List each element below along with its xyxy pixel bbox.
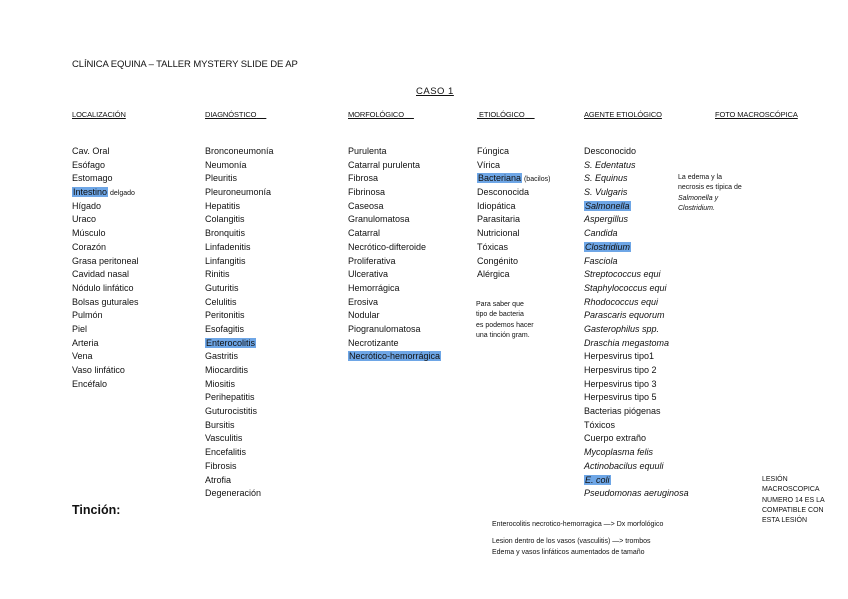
note-line: ESTA LESIÓN — [762, 517, 807, 525]
note-line: una tinción gram. — [476, 331, 530, 339]
morfologico-column — [348, 145, 441, 364]
note-line: es podemos hacer — [476, 321, 534, 329]
localizacion-item: Piel — [72, 323, 88, 334]
localizacion-item: Pulmón — [72, 310, 103, 321]
agente-column — [584, 145, 689, 501]
localizacion-item: Vaso linfático — [72, 365, 125, 375]
diagnostico-item: Vasculitis — [205, 433, 243, 444]
morfologico-item: Hemorrágica — [348, 282, 400, 293]
etiologico-item: Fúngica — [477, 146, 510, 156]
diagnostico-item: Pleuroneumonía — [205, 187, 272, 198]
morfologico-item: Fibrinosa — [348, 187, 386, 198]
agente-item: Streptococcus equi — [584, 269, 661, 280]
highlighted-term: Necrótico-hemorrágica — [349, 351, 441, 362]
header-foto: FOTO MACROSCÓPICA — [715, 110, 798, 119]
morfologico-item: Ulcerativa — [348, 269, 389, 280]
localizacion-item: Músculo — [72, 228, 106, 239]
localizacion-item: Cav. Oral — [72, 146, 110, 156]
etiologico-item: Congénito — [477, 255, 519, 266]
diagnostico-item: Rinitis — [205, 269, 230, 280]
localizacion-item: Esófago — [72, 159, 106, 170]
morfologico-item: Necrotizante — [348, 337, 399, 348]
morfologico-item: Catarral purulenta — [348, 159, 421, 170]
agente-item: Herpesvirus tipo 3 — [584, 378, 657, 389]
header-localizacion: LOCALIZACIÓN — [72, 110, 126, 119]
note-line: Para saber que — [476, 301, 524, 308]
diagnostico-item: Hepatitis — [205, 200, 241, 211]
agente-item: Bacterias piógenas — [584, 406, 661, 417]
lesion-note — [762, 475, 825, 526]
localizacion-item: Hígado — [72, 200, 102, 211]
agente-item: Draschia megastoma — [584, 337, 670, 348]
morfologico-item: Proliferativa — [348, 255, 396, 266]
diagnostico-item-enterocolitis — [205, 337, 274, 351]
header-morfologico: MORFOLÓGICO — [348, 110, 404, 119]
etiologico-item: Tóxicas — [477, 241, 509, 252]
localizacion-item: Arteria — [72, 337, 99, 348]
diagnostico-item: Pleuritis — [205, 173, 238, 184]
agente-item: Tóxicos — [584, 419, 616, 430]
localizacion-item: Corazón — [72, 241, 107, 252]
highlighted-term: E. coli — [585, 474, 610, 485]
agente-item: Pseudomonas aeruginosa — [584, 488, 689, 499]
morfologico-item-necrotico-hemorragica — [348, 350, 441, 364]
diagnostico-item: Miositis — [205, 378, 236, 389]
agente-item: Gasterophilus spp. — [584, 323, 660, 334]
morfologico-item: Fibrosa — [348, 173, 379, 184]
localizacion-item: Estomago — [72, 173, 113, 184]
agente-item: Cuerpo extraño — [584, 433, 647, 444]
etiologico-item: Alérgica — [477, 269, 510, 280]
etiologico-item-bacteriana — [477, 172, 550, 186]
agente-item: Actinobacilus equuli — [584, 460, 664, 471]
note-line: COMPATIBLE CON — [762, 506, 824, 514]
morfologico-item: Erosiva — [348, 296, 379, 307]
bottom-note-vasculitis: Lesion dentro de los vasos (vasculitis) —> trombos — [492, 538, 651, 545]
agente-item: Aspergillus — [584, 214, 629, 225]
etiologico-item: Vírica — [477, 159, 501, 170]
header-agente: AGENTE ETIOLÓGICO — [584, 110, 662, 119]
highlighted-term: Bacteriana — [478, 173, 522, 184]
agente-item: S. Equinus — [584, 173, 628, 184]
document-title: CLÍNICA EQUINA – TALLER MYSTERY SLIDE DE AP — [72, 59, 298, 70]
intestino-suffix: delgado — [108, 190, 135, 198]
localizacion-item: Cavidad nasal — [72, 269, 130, 280]
morfologico-item: Caseosa — [348, 200, 384, 211]
note-line: Clostridium. — [678, 204, 715, 212]
highlighted-term: Salmonella — [585, 200, 630, 211]
diagnostico-item: Peritonitis — [205, 310, 245, 321]
tincion-label: Tinción: — [72, 503, 121, 517]
agente-item: Staphylococcus equi — [584, 282, 667, 293]
foto-note — [678, 173, 742, 214]
diagnostico-item: Neumonía — [205, 159, 247, 170]
agente-item-clostridium — [584, 241, 689, 255]
localizacion-item: Encéfalo — [72, 378, 108, 389]
localizacion-item-intestino — [72, 186, 139, 200]
localizacion-item: Grasa peritoneal — [72, 255, 139, 266]
agente-item-salmonella — [584, 200, 689, 214]
etiologico-item: Nutricional — [477, 228, 520, 239]
localizacion-item: Nódulo linfático — [72, 282, 134, 293]
diagnostico-item: Degeneración — [205, 488, 262, 499]
note-line: MACROSCOPICA — [762, 486, 820, 494]
highlighted-term: Enterocolitis — [206, 337, 256, 348]
agente-item: Herpesvirus tipo 5 — [584, 392, 657, 403]
diagnostico-item: Guturitis — [205, 282, 239, 293]
agente-item: Rhodococcus equi — [584, 296, 659, 307]
diagnostico-item: Celulitis — [205, 296, 237, 307]
note-line: La edema y la — [678, 174, 722, 181]
note-line: LESIÓN — [762, 476, 788, 483]
morfologico-item: Granulomatosa — [348, 214, 410, 225]
morfologico-item: Piogranulomatosa — [348, 323, 421, 334]
diagnostico-item: Perihepatitis — [205, 392, 255, 403]
diagnostico-item: Bronconeumonía — [205, 146, 274, 156]
agente-item-ecoli — [584, 474, 689, 488]
bottom-note-edema: Edema y vasos linfáticos aumentados de tamaño — [492, 549, 645, 556]
bottom-note-dx: Enterocolitis necrotico-hemorragica —> Dx morfológico — [492, 521, 664, 528]
diagnostico-item: Miocarditis — [205, 365, 249, 375]
etiologico-item: Desconocida — [477, 187, 530, 198]
etiologico-column — [477, 145, 550, 282]
agente-item: S. Edentatus — [584, 159, 636, 170]
etiologico-item: Idiopática — [477, 200, 516, 211]
highlighted-term: Intestino — [73, 187, 108, 198]
note-line: Salmonella y — [678, 194, 719, 202]
gram-note — [476, 300, 534, 341]
morfologico-item: Catarral — [348, 228, 381, 239]
agente-item: Parascaris equorum — [584, 310, 665, 321]
diagnostico-item: Bursitis — [205, 419, 235, 430]
diagnostico-item: Guturocistitis — [205, 406, 258, 417]
case-title: CASO 1 — [416, 86, 454, 97]
localizacion-item: Bolsas guturales — [72, 296, 139, 307]
localizacion-item: Uraco — [72, 214, 97, 225]
diagnostico-item: Bronquitis — [205, 228, 246, 239]
localizacion-column — [72, 145, 139, 391]
agente-item: Mycoplasma felis — [584, 447, 654, 458]
diagnostico-column — [205, 145, 274, 501]
diagnostico-item: Fibrosis — [205, 460, 237, 471]
diagnostico-item: Linfadenitis — [205, 241, 251, 252]
agente-item: Desconocido — [584, 146, 637, 156]
diagnostico-item: Gastritis — [205, 351, 239, 362]
diagnostico-item: Encefalitis — [205, 447, 247, 458]
agente-item: Herpesvirus tipo1 — [584, 351, 655, 362]
bacteriana-suffix: (bacilos) — [522, 176, 551, 184]
morfologico-item: Nodular — [348, 310, 380, 321]
agente-item: S. Vulgaris — [584, 187, 628, 198]
localizacion-item: Vena — [72, 351, 93, 362]
agente-item: Herpesvirus tipo 2 — [584, 365, 657, 375]
etiologico-item: Parasitaria — [477, 214, 521, 225]
agente-item: Candida — [584, 228, 618, 239]
note-line: necrosis es típica de — [678, 184, 742, 192]
header-diagnostico: DIAGNÓSTICO — [205, 110, 257, 119]
note-line: NUMERO 14 ES LA — [762, 496, 825, 504]
morfologico-item: Purulenta — [348, 146, 387, 156]
header-etiologico: ETIOLÓGICO — [478, 110, 525, 119]
diagnostico-item: Atrofia — [205, 474, 232, 485]
agente-item: Fasciola — [584, 255, 618, 266]
diagnostico-item: Linfangitis — [205, 255, 246, 266]
morfologico-item: Necrótico-difteroide — [348, 241, 427, 252]
diagnostico-item: Colangitis — [205, 214, 245, 225]
note-line: tipo de bacteria — [476, 311, 524, 319]
diagnostico-item: Esofagitis — [205, 323, 245, 334]
highlighted-term: Clostridium — [585, 241, 631, 252]
